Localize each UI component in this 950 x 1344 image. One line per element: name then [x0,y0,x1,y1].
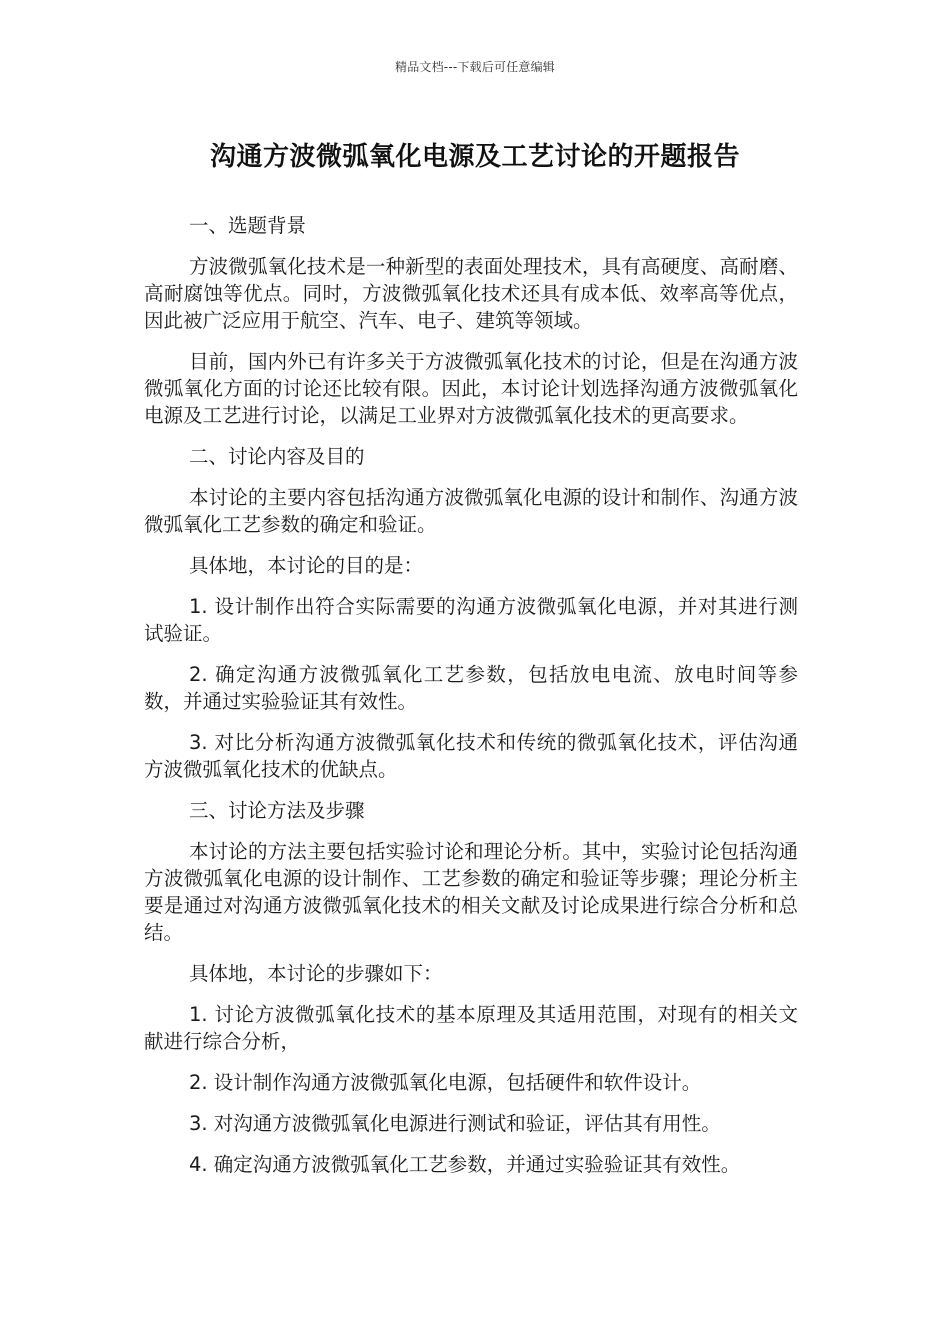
list-item: 3. 对沟通方波微弧氧化电源进行测试和验证，评估其有用性。 [189,1112,721,1135]
paragraph: 具体地，本讨论的步骤如下： [189,962,443,985]
list-item: 3. 对比分析沟通方波微弧氧化技术和传统的微弧氧化技术，评估沟通方波微弧氧化技术的优缺点。 [144,731,798,781]
header-note: 精品文档---下载后可任意编辑 [395,60,555,74]
paragraph: 目前，国内外已有许多关于方波微弧氧化技术的讨论，但是在沟通方波微弧氧化方面的讨论还比较有限。因此，本讨论计划选择沟通方波微弧氧化电源及工艺进行讨论，以满足工业界对方波微弧氧化技术的更高要求。 [144,350,798,427]
paragraph: 方波微弧氧化技术是一种新型的表面处理技术，具有高硬度、高耐磨、高耐腐蚀等优点。同时，方波微弧氧化技术还具有成本低、效率高等优点，因此被广泛应用于航空、汽车、电子、建筑等领域。 [144,255,798,332]
section-heading-background: 一、选题背景 [189,214,307,237]
list-item: 2. 设计制作沟通方波微弧氧化电源，包括硬件和软件设计。 [189,1071,702,1094]
list-item: 1. 设计制作出符合实际需要的沟通方波微弧氧化电源，并对其进行测试验证。 [144,595,798,645]
section-heading-method: 三、讨论方法及步骤 [189,799,365,822]
list-item: 2. 确定沟通方波微弧氧化工艺参数，包括放电电流、放电时间等参数，并通过实验验证其有效性。 [144,663,798,713]
document-title: 沟通方波微弧氧化电源及工艺讨论的开题报告 [209,142,740,172]
list-item: 4. 确定沟通方波微弧氧化工艺参数，并通过实验验证其有效性。 [189,1153,741,1176]
section-heading-content: 二、讨论内容及目的 [189,445,365,468]
paragraph: 本讨论的方法主要包括实验讨论和理论分析。其中，实验讨论包括沟通方波微弧氧化电源的设计制作、工艺参数的确定和验证等步骤；理论分析主要是通过对沟通方波微弧氧化技术的相关文献及讨论成果进行综合分析和总结。 [144,840,798,944]
document-body [144,212,798,1192]
paragraph: 具体地，本讨论的目的是： [189,554,424,577]
paragraph: 本讨论的主要内容包括沟通方波微弧氧化电源的设计和制作、沟通方波微弧氧化工艺参数的确定和验证。 [144,486,798,536]
list-item: 1. 讨论方波微弧氧化技术的基本原理及其适用范围，对现有的相关文献进行综合分析， [144,1003,798,1053]
